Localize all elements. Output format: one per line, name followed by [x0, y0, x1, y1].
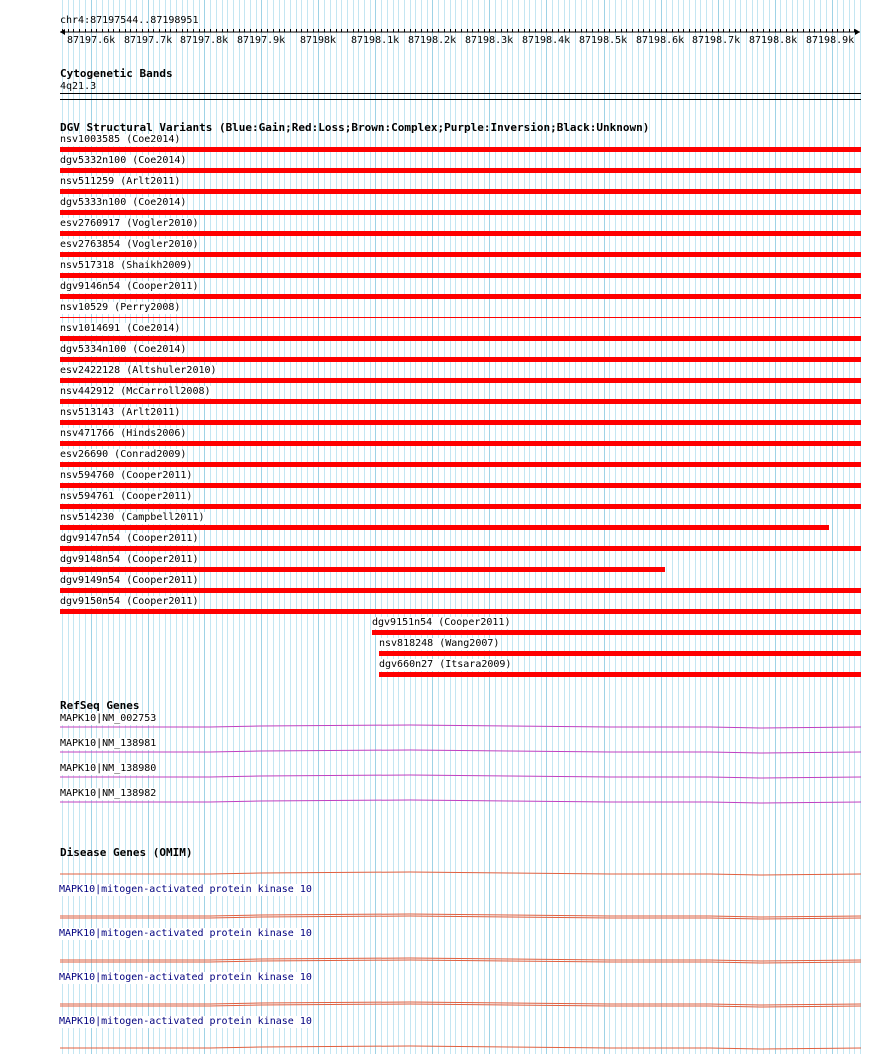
refseq-gene-label[interactable]: MAPK10|NM_138981	[60, 738, 157, 749]
omim-gene-line[interactable]	[0, 869, 890, 879]
omim-track-title: Disease Genes (OMIM)	[60, 846, 193, 859]
dgv-variant-label[interactable]: nsv442912 (McCarroll2008)	[60, 386, 211, 397]
dgv-variant-bar[interactable]	[60, 546, 861, 551]
refseq-gene-label[interactable]: MAPK10|NM_138982	[60, 788, 157, 799]
dgv-variant-bar[interactable]	[60, 357, 861, 362]
ruler-tick-label: 87198.9k	[806, 35, 855, 46]
dgv-variant-label[interactable]: dgv9147n54 (Cooper2011)	[60, 533, 199, 544]
dgv-variant-bar[interactable]	[60, 462, 861, 467]
dgv-variant-bar[interactable]	[60, 147, 861, 152]
dgv-variant-bar[interactable]	[60, 504, 861, 509]
dgv-variant-bar[interactable]	[60, 189, 861, 194]
dgv-track-title: DGV Structural Variants (Blue:Gain;Red:Loss;Brown:Complex;Purple:Inversion;Black:Unknown)	[60, 121, 650, 134]
refseq-gene-label[interactable]: MAPK10|NM_138980	[60, 763, 157, 774]
omim-gene-label[interactable]: MAPK10|mitogen-activated protein kinase 10	[59, 928, 312, 939]
dgv-variant-bar[interactable]	[372, 630, 861, 635]
dgv-variant-bar[interactable]	[60, 609, 861, 614]
ruler-tick-label: 87198.3k	[465, 35, 514, 46]
omim-gene-label[interactable]: MAPK10|mitogen-activated protein kinase 10	[59, 1016, 312, 1027]
dgv-variant-label[interactable]: nsv513143 (Arlt2011)	[60, 407, 181, 418]
dgv-variant-bar[interactable]	[60, 210, 861, 215]
ruler-tick-label: 87198.6k	[636, 35, 685, 46]
ruler-tick-label: 87198.5k	[579, 35, 628, 46]
dgv-variant-label[interactable]: nsv594761 (Cooper2011)	[60, 491, 193, 502]
ruler-tick-label: 87197.9k	[237, 35, 286, 46]
dgv-variant-bar[interactable]	[60, 420, 861, 425]
dgv-variant-label[interactable]: nsv511259 (Arlt2011)	[60, 176, 181, 187]
cytoband-track-title: Cytogenetic Bands	[60, 67, 173, 80]
cytoband-line-bottom	[60, 99, 861, 100]
refseq-gene-label[interactable]: MAPK10|NM_002753	[60, 713, 157, 724]
ruler-tick-label: 87197.8k	[180, 35, 229, 46]
dgv-variant-bar[interactable]	[60, 168, 861, 173]
cytoband-label: 4q21.3	[60, 81, 97, 92]
omim-gene-line[interactable]	[0, 957, 890, 967]
dgv-variant-bar[interactable]	[60, 588, 861, 593]
ruler-tick-label: 87198.1k	[351, 35, 400, 46]
dgv-variant-bar[interactable]	[60, 525, 829, 530]
ruler-tick-label: 87198.8k	[749, 35, 798, 46]
dgv-variant-label[interactable]: nsv10529 (Perry2008)	[60, 302, 181, 313]
dgv-variant-label[interactable]: esv2422128 (Altshuler2010)	[60, 365, 217, 376]
dgv-variant-bar[interactable]	[60, 273, 861, 278]
dgv-variant-label[interactable]: nsv1014691 (Coe2014)	[60, 323, 181, 334]
dgv-variant-bar[interactable]	[60, 294, 861, 299]
ruler-tick-label: 87198.4k	[522, 35, 571, 46]
ruler-tick-label: 87197.6k	[67, 35, 116, 46]
dgv-variant-bar[interactable]	[379, 651, 861, 656]
dgv-variant-label[interactable]: dgv5333n100 (Coe2014)	[60, 197, 187, 208]
omim-gene-line[interactable]	[0, 913, 890, 923]
ruler-tick-label: 87198.2k	[408, 35, 457, 46]
dgv-variant-label[interactable]: nsv818248 (Wang2007)	[379, 638, 500, 649]
dgv-variant-label[interactable]: nsv471766 (Hinds2006)	[60, 428, 187, 439]
dgv-variant-bar[interactable]	[379, 672, 861, 677]
refseq-track-title: RefSeq Genes	[60, 699, 140, 712]
dgv-variant-bar[interactable]	[60, 378, 861, 383]
dgv-variant-label[interactable]: esv2763854 (Vogler2010)	[60, 239, 199, 250]
dgv-variant-bar[interactable]	[60, 336, 861, 341]
dgv-variant-bar[interactable]	[60, 567, 665, 572]
dgv-variant-label[interactable]: nsv517318 (Shaikh2009)	[60, 260, 193, 271]
ruler-tick-label: 87198.7k	[692, 35, 741, 46]
dgv-variant-label[interactable]: dgv5334n100 (Coe2014)	[60, 344, 187, 355]
region-label: chr4:87197544..87198951	[60, 15, 199, 26]
ruler-tick-label: 87198k	[299, 35, 337, 46]
cytoband-line-top	[60, 93, 861, 94]
dgv-variant-label[interactable]: dgv5332n100 (Coe2014)	[60, 155, 187, 166]
dgv-variant-label[interactable]: dgv9150n54 (Cooper2011)	[60, 596, 199, 607]
omim-gene-line[interactable]	[0, 1043, 890, 1053]
dgv-variant-label[interactable]: esv2760917 (Vogler2010)	[60, 218, 199, 229]
dgv-variant-label[interactable]: dgv9151n54 (Cooper2011)	[372, 617, 511, 628]
dgv-variant-bar[interactable]	[60, 399, 861, 404]
dgv-variant-bar[interactable]	[60, 441, 861, 446]
dgv-variant-label[interactable]: dgv9146n54 (Cooper2011)	[60, 281, 199, 292]
dgv-variant-label[interactable]: nsv1003585 (Coe2014)	[60, 134, 181, 145]
omim-gene-line[interactable]	[0, 1001, 890, 1011]
dgv-variant-label[interactable]: nsv594760 (Cooper2011)	[60, 470, 193, 481]
omim-gene-label[interactable]: MAPK10|mitogen-activated protein kinase 10	[59, 884, 312, 895]
ruler-tick-label: 87197.7k	[124, 35, 173, 46]
dgv-variant-bar[interactable]	[60, 483, 861, 488]
dgv-variant-bar[interactable]	[60, 231, 861, 236]
dgv-variant-bar[interactable]	[60, 317, 861, 318]
dgv-variant-label[interactable]: nsv514230 (Campbell2011)	[60, 512, 205, 523]
omim-gene-label[interactable]: MAPK10|mitogen-activated protein kinase 10	[59, 972, 312, 983]
dgv-variant-label[interactable]: dgv9148n54 (Cooper2011)	[60, 554, 199, 565]
dgv-variant-label[interactable]: dgv660n27 (Itsara2009)	[379, 659, 512, 670]
dgv-variant-label[interactable]: dgv9149n54 (Cooper2011)	[60, 575, 199, 586]
dgv-variant-bar[interactable]	[60, 252, 861, 257]
dgv-variant-label[interactable]: esv26690 (Conrad2009)	[60, 449, 187, 460]
